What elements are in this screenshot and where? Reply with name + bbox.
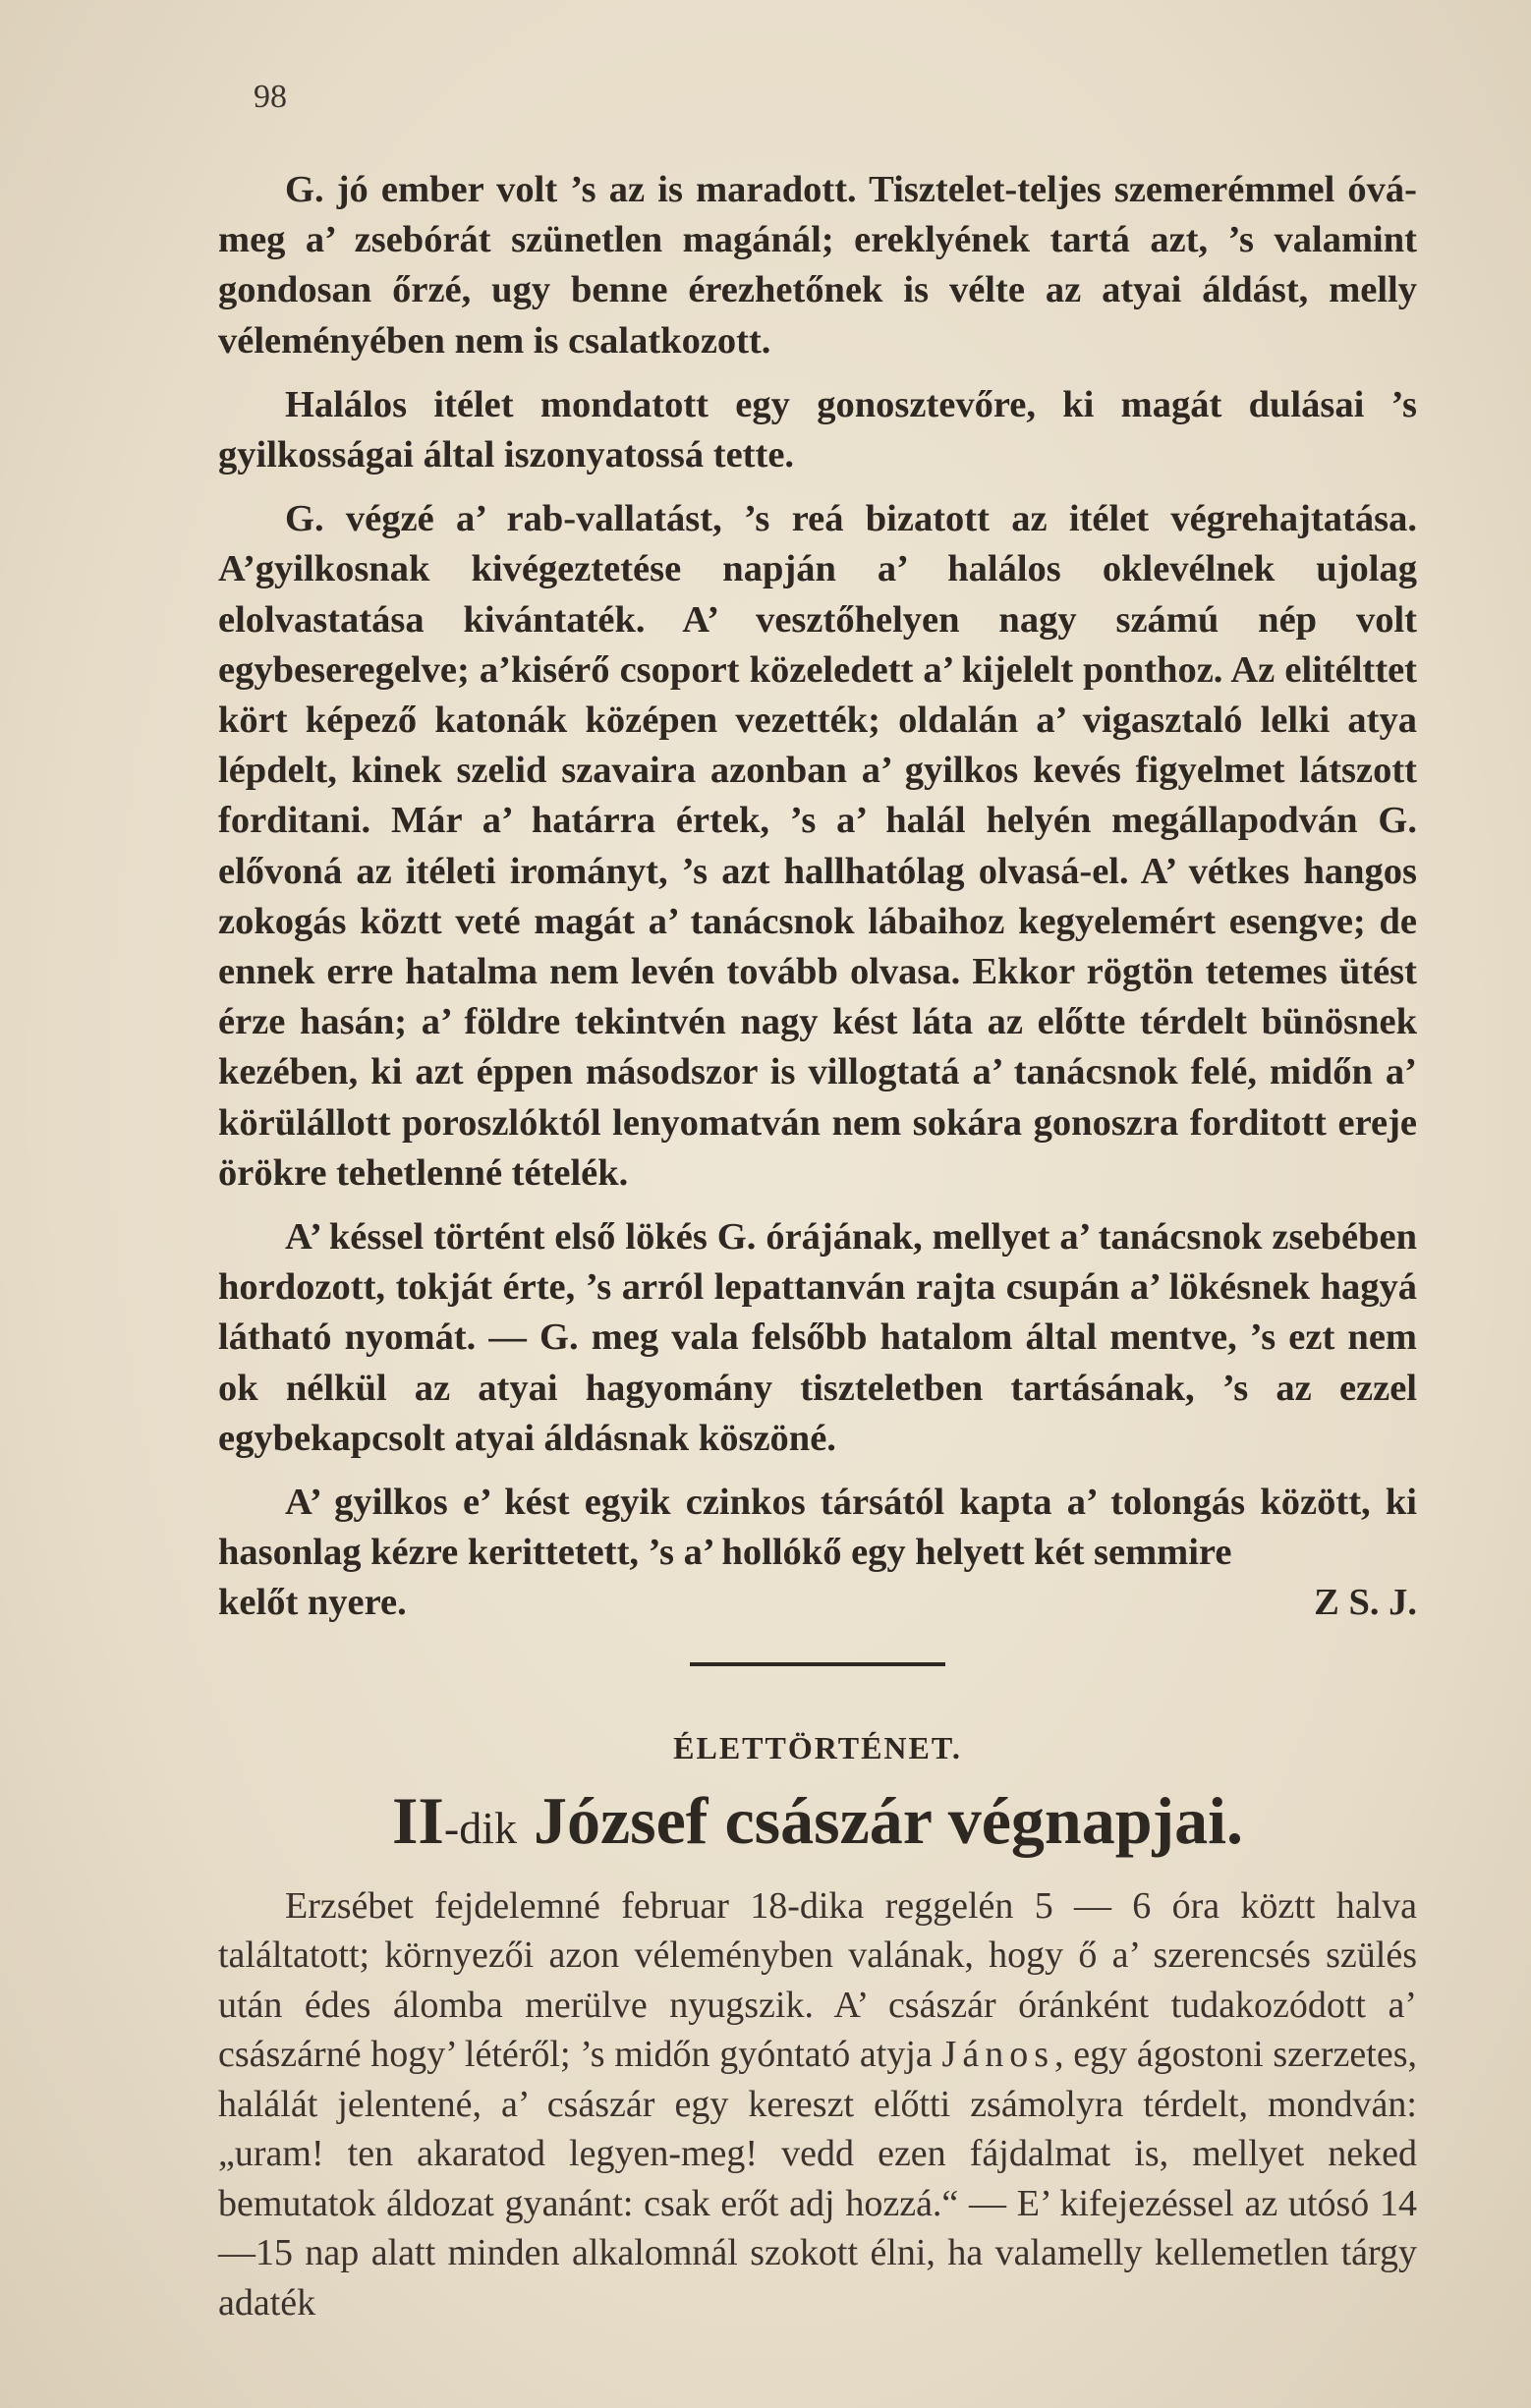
page-text: [218, 165, 1417, 2341]
chapter-title: [218, 1781, 1417, 1868]
last-line: kelőt nyere.: [218, 1582, 407, 1624]
chapter-numeral: II: [391, 1782, 444, 1858]
chapter-ordinal: -dik: [443, 1802, 517, 1853]
paragraph-2: Halálos itélet mondatott egy gonosztevőre, ki magát dulásai ’s gyilkosságai által iszonyatossá tette.: [218, 383, 1417, 476]
chapter-text-name: János: [941, 2034, 1054, 2076]
page-number: 98: [254, 79, 287, 115]
signature-line: [218, 1578, 1417, 1628]
paragraph-4: A’ késsel történt első lökés G. órájának, mellyet a’ tanácsnok zsebében hordozott, tokját érte, ’s arról lepattanván rajta csupán a’ lökésnek hagyá látható nyomát. — G. meg vala felsőbb hatalom által mentve, ’s ezt nem ok nélkül az atyai hagyomány tiszteletben tartásának, ’s az ezzel egybekapcsolt atyai áldásnak köszöné.: [218, 1216, 1417, 1459]
chapter-title-text: József császár végnapjai.: [516, 1782, 1244, 1858]
section-divider: [690, 1662, 945, 1666]
chapter-text-end: , egy ágostoni szerzetes, halálát jelentené, a’ császár egy kereszt előtti zsámolyra térdelt, mondván: „uram! ten akaratod legyen-meg! vedd ezen fájdalmat is, mellyet neked bemutatok áldozat gyanánt: csak erőt adj hozzá.“ — E’ kifejezéssel az utósó 14—15 nap alatt minden alkalomnál szokott élni, ha valamelly kellemetlen tárgy adaték: [218, 2034, 1417, 2324]
chapter-paragraph: [218, 1881, 1417, 2328]
signature: Z S. J.: [1314, 1582, 1417, 1624]
chapter-text-start: Erzsébet fejdelemné februar 18-dika reggelén 5 — 6 óra köztt halva találtatott; környezői azon véleményben valának, hogy ő a’ szerencsés szülés után édes álomba merülve nyugszik. A’ császár óránként tudakozódott a’ császárné hogy’ létéről; ’s midőn gyóntató atyja: [218, 1884, 1417, 2076]
paragraph-3: G. végzé a’ rab-vallatást, ’s reá bizatott az itélet végrehajtatása. A’gyilkosnak kivégeztetése napján a’ halálos oklevélnek ujolag elolvastatása kivántaték. A’ vesztőhelyen nagy számú nép volt egybeseregelve; a’kisérő csoport közeledett a’ kijelelt ponthoz. Az elitélttet kört képező katonák középen vezették; oldalán a’ vigasztaló lelki atya lépdelt, kinek szelid szavaira azonban a’ gyilkos kevés figyelmet látszott forditani. Már a’ határra értek, ’s a’ halál helyén megállapodván G. elővoná az itéleti irományt, ’s azt hallhatólag olvasá-el. A’ vétkes hangos zokogás köztt veté magát a’ tanácsnok lábaihoz kegyelemért esengve; de ennek erre hatalma nem levén tovább olvasa. Ekkor rögtön tetemes ütést érze hasán; a’ földre tekintvén nagy kést láta az előtte térdelt bünösnek kezében, ki azt éppen másodszor is villogtatá a’ tanácsnok felé, midőn a’ körülállott poroszlóktól lenyomatván nem sokára gonoszra forditott ereje örökre tehetlenné tételék.: [218, 498, 1417, 1194]
paragraph-5: A’ gyilkos e’ kést egyik czinkos társától kapta a’ tolongás között, ki hasonlag kézre kerittetett, ’s a’ hollókő egy helyett két semmire: [218, 1482, 1417, 1574]
section-heading: ÉLETTÖRTÉNET.: [673, 1729, 962, 1765]
paragraph-1: G. jó ember volt ’s az is maradott. Tisztelet-teljes szemerémmel óvá-meg a’ zsebórát szünetlen magánál; ereklyének tartá azt, ’s valamint gondosan őrzé, ugy benne érezhetőnek is vélte az atyai áldást, melly véleményében nem is csalatkozott.: [218, 169, 1417, 362]
